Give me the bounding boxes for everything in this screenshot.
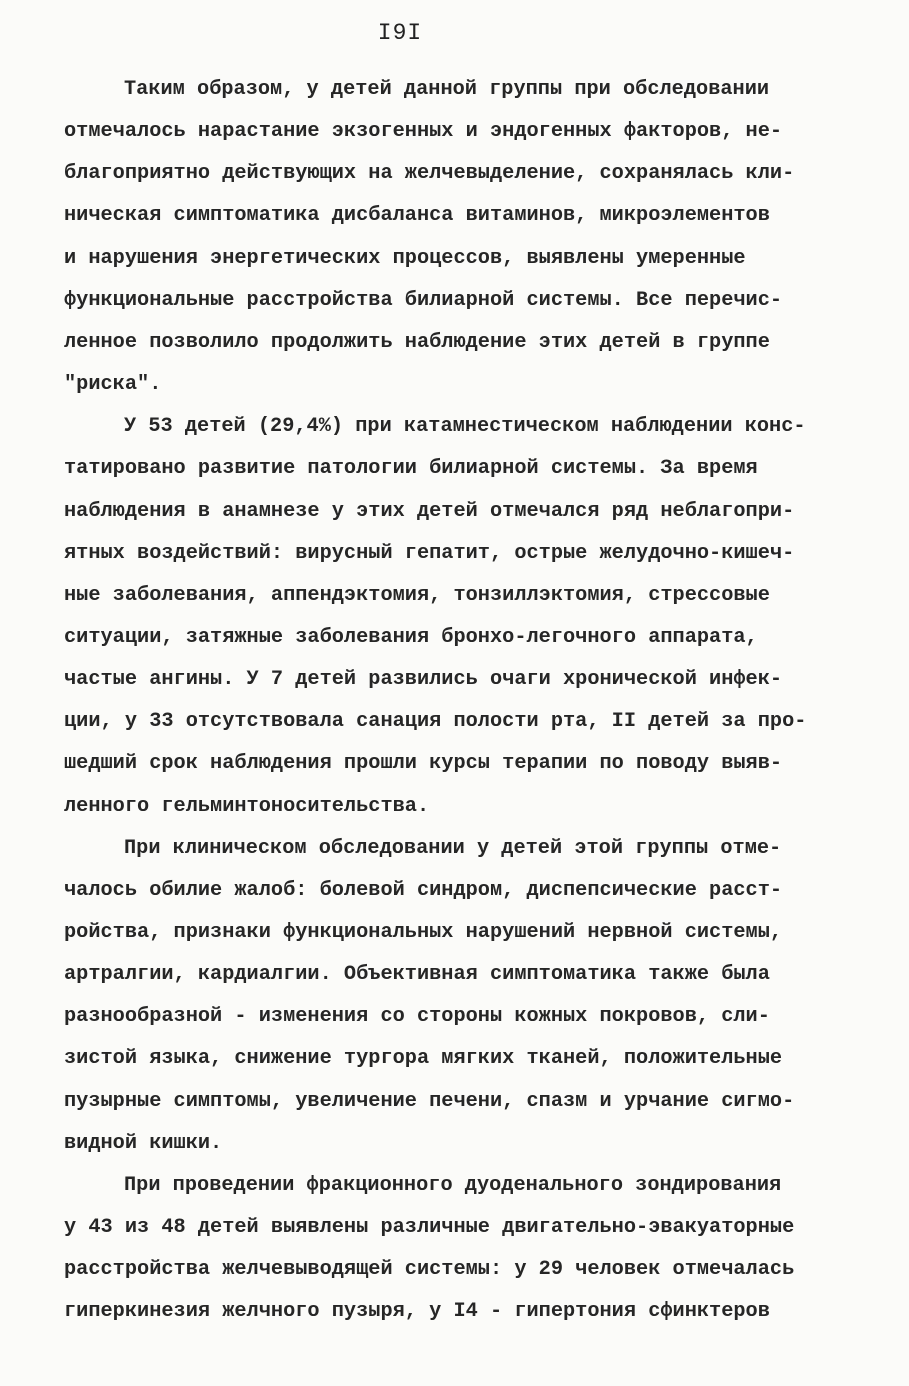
- text-line: ситуации, затяжные заболевания бронхо-легочного аппарата,: [64, 625, 758, 649]
- text-line: татировано развитие патологии билиарной системы. За время: [64, 457, 758, 481]
- text-line: ции, у 33 отсутствовала санация полости рта, II детей за про-: [64, 710, 807, 734]
- text-line: "риска".: [64, 373, 162, 397]
- text-line: пузырные симптомы, увеличение печени, спазм и урчание сигмо-: [64, 1089, 795, 1113]
- text-line: и нарушения энергетических процессов, выявлены умеренные: [64, 246, 746, 270]
- text-line: отмечалось нарастание экзогенных и эндогенных факторов, не-: [64, 120, 783, 144]
- text-line: артралгии, кардиалгии. Объективная симптоматика также была: [64, 963, 770, 987]
- text-line: разнообразной - изменения со стороны кожных покровов, сли-: [64, 1005, 770, 1029]
- text-line: ленное позволило продолжить наблюдение этих детей в группе: [64, 330, 770, 354]
- text-line: наблюдения в анамнезе у этих детей отмечался ряд неблагопри-: [64, 499, 795, 523]
- text-line: Таким образом, у детей данной группы при обследовании: [124, 78, 770, 101]
- text-line: У 53 детей (29,4%) при катамнестическом наблюдении конс-: [124, 415, 806, 439]
- text-line: гиперкинезия желчного пузыря, у I4 - гипертония сфинктеров: [64, 1300, 770, 1324]
- text-line: благоприятно действующих на желчевыделение, сохранялась кли-: [64, 162, 795, 186]
- text-line: ные заболевания, аппендэктомия, тонзиллэктомия, стрессовые: [64, 583, 770, 607]
- text-line: шедший срок наблюдения прошли курсы терапии по поводу выяв-: [64, 752, 783, 776]
- text-line: функциональные расстройства билиарной системы. Все перечис-: [64, 288, 783, 312]
- text-line: ленного гельминтоносительства.: [64, 794, 430, 818]
- page-number: I9I: [377, 20, 423, 46]
- text-line: ятных воздействий: вирусный гепатит, острые желудочно-кишеч-: [64, 541, 795, 565]
- text-line: частые ангины. У 7 детей развились очаги хронической инфек-: [64, 668, 783, 692]
- text-line: ройства, признаки функциональных нарушений нервной системы,: [64, 921, 783, 944]
- text-line: чалось обилие жалоб: болевой синдром, диспепсические расст-: [64, 878, 783, 902]
- text-line: у 43 из 48 детей выявлены различные двигательно-эвакуаторные: [64, 1216, 795, 1240]
- text-line: ническая симптоматика дисбаланса витаминов, микроэлементов: [64, 204, 770, 228]
- text-line: расстройства желчевыводящей системы: у 29 человек отмечалась: [64, 1258, 795, 1282]
- text-line: При клиническом обследовании у детей этой группы отме-: [124, 836, 782, 860]
- text-line: При проведении фракционного дуоденального зондирования: [124, 1173, 782, 1197]
- text-line: видной кишки.: [64, 1131, 223, 1155]
- text-line: зистой языка, снижение тургора мягких тканей, положительные: [64, 1047, 783, 1071]
